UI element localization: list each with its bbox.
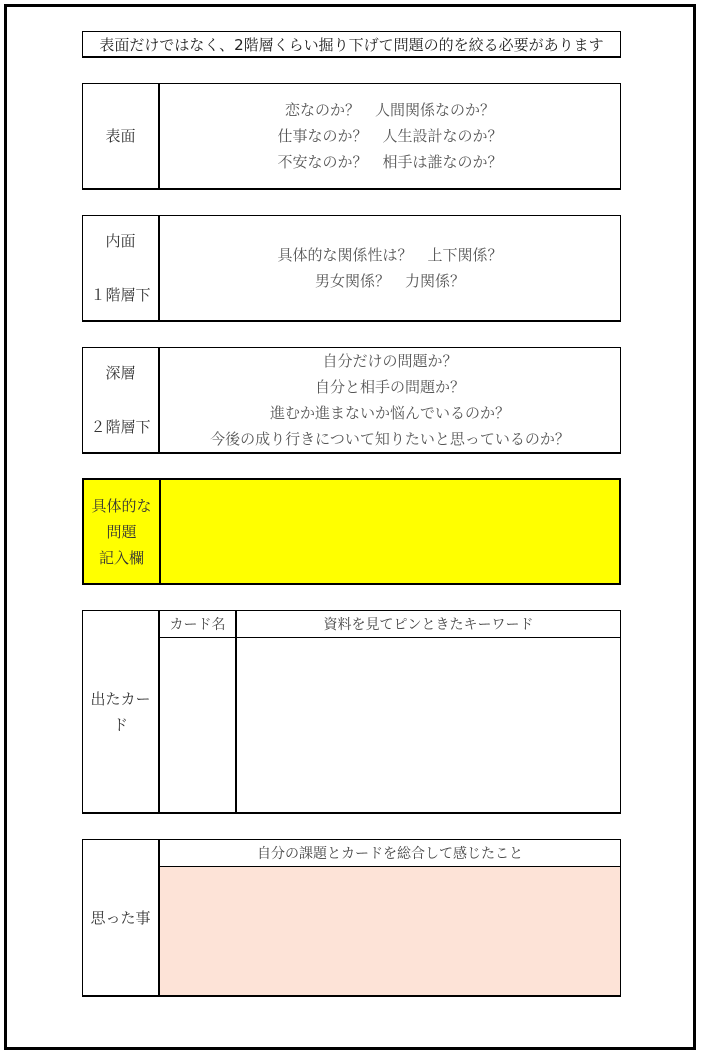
cards-table-header [160, 611, 620, 638]
deep-question: 今後の成り行きについて知りたいと思っているのか？ [210, 430, 570, 448]
deep-question: 進むか進まないか悩んでいるのか？ [269, 404, 510, 422]
thoughts-header-text: 自分の課題とカードを総合して感じたこと [257, 846, 523, 862]
deep-label-top: 深層 [105, 364, 136, 382]
problem-label-line: 記入欄 [98, 548, 144, 567]
problem-section [82, 478, 621, 585]
surface-question: 恋なのか？ 人間関係なのか？ [284, 101, 495, 119]
surface-section [82, 83, 621, 190]
thoughts-area [160, 840, 620, 995]
keyword-header: 資料を見てピンときたキーワード [323, 617, 534, 633]
deep-question: 自分だけの問題か？ [322, 352, 458, 370]
cards-table-body [160, 638, 620, 812]
surface-label: 表面 [83, 84, 160, 188]
card-name-cell[interactable] [160, 638, 237, 812]
surface-question: 仕事なのか？ 人生設計なのか？ [277, 127, 503, 145]
inner-question: 男女関係？ 力関係？ [314, 272, 465, 290]
inner-label [83, 216, 160, 320]
problem-label [84, 480, 161, 583]
inner-label-bottom: １階層下 [90, 286, 151, 304]
inner-question: 具体的な関係性は？ 上下関係？ [277, 246, 503, 264]
problem-label-line: 具体的な [91, 496, 152, 515]
keyword-cell[interactable] [237, 638, 620, 812]
inner-label-top: 内面 [105, 232, 136, 250]
thoughts-label: 思った事 [83, 840, 160, 995]
deep-section [82, 347, 621, 454]
deep-questions [160, 348, 620, 452]
cards-label: 出たカード [83, 611, 160, 812]
inner-section [82, 215, 621, 322]
cards-table [160, 611, 620, 812]
problem-label-line: 問題 [106, 522, 137, 541]
inner-questions [160, 216, 620, 320]
problem-entry-field[interactable] [161, 480, 619, 583]
deep-label [83, 348, 160, 452]
instruction-header: 表面だけではなく、2階層くらい掘り下げて問題の的を絞る必要があります [82, 31, 621, 58]
deep-label-bottom: ２階層下 [90, 418, 151, 436]
thoughts-header [160, 840, 620, 867]
thoughts-entry-field[interactable] [160, 867, 620, 995]
surface-questions [160, 84, 620, 188]
thoughts-section [82, 839, 621, 997]
deep-question: 自分と相手の問題か？ [314, 378, 465, 396]
surface-question: 不安なのか？ 相手は誰なのか？ [277, 153, 503, 171]
card-name-header: カード名 [160, 611, 237, 637]
cards-section [82, 610, 621, 814]
